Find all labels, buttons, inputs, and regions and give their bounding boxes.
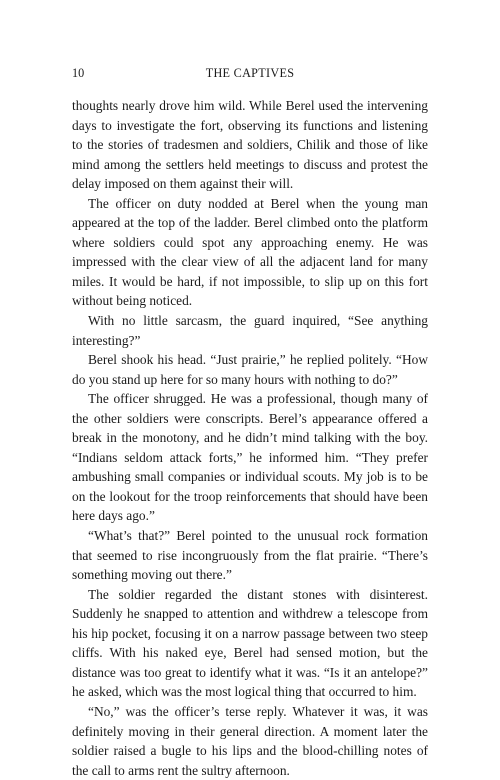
running-head (72, 66, 428, 84)
paragraph: thoughts nearly drove him wild. While Berel used the intervening days to investigate the fort, observing its functions and listening to the stories of tradesmen and soldiers, Chilik and those of like mind among the settlers held meetings to discuss and protest the delay imposed on them against their will. (72, 98, 428, 192)
body-text (72, 96, 428, 780)
book-page (72, 66, 428, 780)
book-title: THE CAPTIVES (205, 66, 295, 80)
paragraph: The officer shrugged. He was a professional, though many of the other soldiers were conscripts. Berel’s appearance offered a break in the monotony, and he didn’t mind talking with the boy. “Indians seldom attack forts,” he informed him. “They prefer ambushing small companies or individual scouts. My job is to be on the lookout for the troop reinforcements that should have been here days ago.” (72, 391, 428, 524)
paragraph: With no little sarcasm, the guard inquired, “See anything interesting?” (72, 313, 428, 348)
paragraph: The officer on duty nodded at Berel when the young man appeared at the top of the ladder. Berel climbed onto the platform where soldiers could spot any approaching enemy. He was impressed with the clear view of all the adjacent land for many miles. It would be hard, if not impossible, to slip up on this fort without being noticed. (72, 195, 428, 309)
page-number: 10 (72, 66, 85, 80)
paragraph: The soldier regarded the distant stones with disinterest. Suddenly he snapped to attention and withdrew a telescope from his hip pocket, focusing it on a narrow passage between two steep cliffs. With his naked eye, Berel had sensed motion, but the distance was too great to identify what it was. “Is it an antelope?” he asked, which was the most logical thing that occurred to him. (72, 586, 428, 700)
paragraph: Berel shook his head. “Just prairie,” he replied politely. “How do you stand up here for so many hours with nothing to do?” (72, 352, 428, 387)
paragraph: “What’s that?” Berel pointed to the unusual rock formation that seemed to rise incongruously from the flat prairie. “There’s something moving out there.” (72, 528, 428, 583)
paragraph: “No,” was the officer’s terse reply. Whatever it was, it was definitely moving in their general direction. A moment later the soldier raised a bugle to his lips and the blood-chilling notes of the call to arms rent the sultry afternoon. (72, 703, 428, 778)
